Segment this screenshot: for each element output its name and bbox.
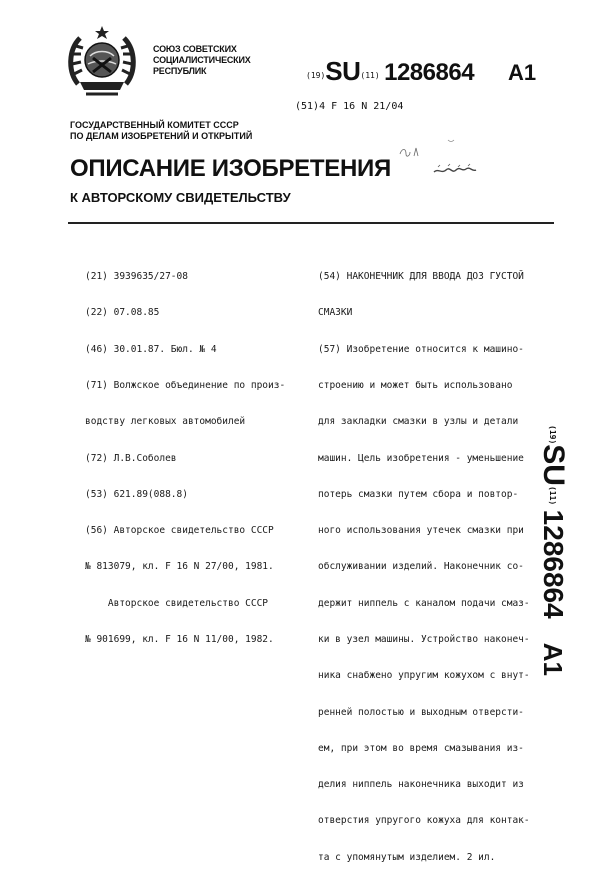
ussr-state-emblem-icon: [66, 24, 138, 100]
abstract-line: ки в узел машины. Устройство наконеч-: [318, 634, 530, 645]
library-stamp-scribble: [398, 134, 498, 182]
side-number-code: (11): [548, 485, 557, 506]
committee-line: ГОСУДАРСТВЕННЫЙ КОМИТЕТ СССР: [70, 120, 239, 130]
side-patent-number: 1286864: [538, 509, 569, 619]
biblio-line: (53) 621.89(088.8): [85, 488, 188, 500]
abstract-line: ного использования утечек смазки при: [318, 525, 524, 537]
number-code: (11): [360, 71, 380, 80]
country-line: РЕСПУБЛИК: [153, 66, 207, 76]
side-document-kind: A1: [538, 642, 568, 676]
country-code: (19): [306, 71, 326, 80]
side-country-prefix: SU: [537, 444, 570, 486]
country-name: [153, 44, 251, 77]
abstract-line: ем, при этом во время смазывания из-: [318, 742, 524, 754]
biblio-line: (71) Волжское объединение по произ-: [85, 380, 286, 392]
country-prefix: SU: [325, 56, 361, 86]
biblio-line: (72) Л.В.Соболев: [85, 452, 177, 464]
abstract-line: обслуживании изделий. Наконечник со-: [318, 561, 524, 573]
publication-number: [306, 56, 536, 87]
abstract-line: для закладки смазки в узлы и детали: [318, 416, 519, 428]
country-line: СОЦИАЛИСТИЧЕСКИХ: [153, 55, 251, 65]
document-title: ОПИСАНИЕ ИЗОБРЕТЕНИЯ: [70, 155, 391, 182]
biblio-line: (21) 3939635/27-08: [85, 271, 188, 283]
abstract-line: ренней полостью и выходным отверсти-: [318, 706, 524, 718]
abstract-line: та с упомянутым изделием. 2 ил.: [318, 851, 496, 863]
document-subtitle: К АВТОРСКОМУ СВИДЕТЕЛЬСТВУ: [70, 190, 291, 205]
biblio-line: (56) Авторское свидетельство СССР: [85, 525, 274, 537]
bibliographic-data: [85, 247, 285, 658]
abstract-line: строению и может быть использовано: [318, 380, 513, 392]
abstract-line: (54) НАКОНЕЧНИК ДЛЯ ВВОДА ДОЗ ГУСТОЙ: [318, 271, 524, 283]
document-kind: A1: [508, 60, 537, 85]
side-publication-stamp: [530, 425, 570, 685]
biblio-line: (46) 30.01.87. Бюл. № 4: [85, 343, 217, 355]
ipc-classification: (51)4 F 16 N 21/04: [295, 101, 404, 112]
abstract: [318, 247, 530, 876]
committee-line: ПО ДЕЛАМ ИЗОБРЕТЕНИЙ И ОТКРЫТИЙ: [70, 131, 253, 141]
abstract-line: отверстия упругого кожуха для контак-: [318, 815, 530, 827]
side-country-code: (19): [548, 425, 557, 445]
biblio-line: № 813079, кл. F 16 N 27/00, 1981.: [85, 561, 274, 573]
abstract-line: потерь смазки путем сбора и повтор-: [318, 488, 519, 500]
abstract-line: машин. Цель изобретения - уменьшение: [318, 452, 524, 464]
patent-number: 1286864: [384, 59, 475, 86]
abstract-line: СМАЗКИ: [318, 307, 353, 319]
country-line: СОЮЗ СОВЕТСКИХ: [153, 44, 237, 54]
abstract-line: держит ниппель с каналом подачи смаз-: [318, 597, 530, 609]
biblio-line: Авторское свидетельство СССР: [85, 597, 269, 609]
biblio-line: водству легковых автомобилей: [85, 416, 246, 428]
biblio-line: № 901699, кл. F 16 N 11/00, 1982.: [85, 634, 274, 645]
abstract-line: делия ниппель наконечника выходит из: [318, 779, 524, 791]
committee-name: [70, 120, 252, 142]
header-divider: [68, 222, 554, 224]
abstract-line: (57) Изобретение относится к машино-: [318, 343, 524, 355]
biblio-line: (22) 07.08.85: [85, 307, 160, 319]
abstract-line: ника снабжено упругим кожухом с внут-: [318, 670, 530, 682]
